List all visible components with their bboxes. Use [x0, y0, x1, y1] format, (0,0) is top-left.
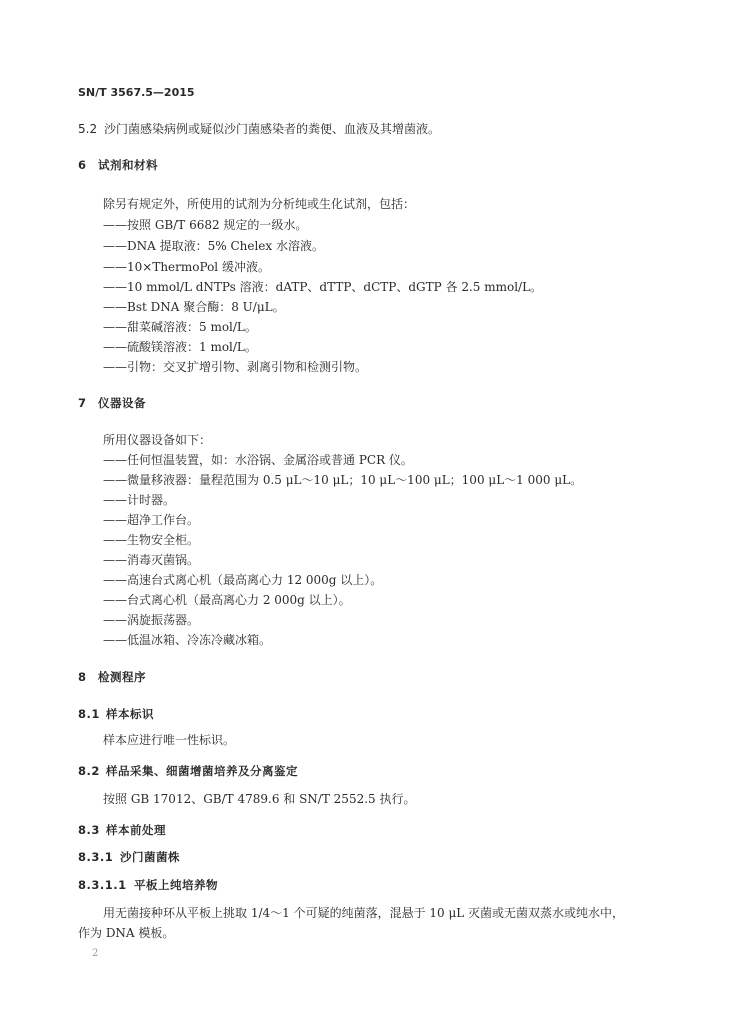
equipment-item: ——生物安全柜。 [103, 533, 200, 547]
clause-number: 5.2 [78, 122, 98, 136]
subsection-8-3-heading [78, 823, 166, 837]
equipment-item: ——超净工作台。 [103, 513, 200, 527]
equipment-item: ——高速台式离心机（最高离心力 12 000g 以上）。 [103, 573, 383, 587]
subsection-number: 8.2 [78, 764, 100, 778]
subsection-title: 沙门菌菌株 [120, 850, 180, 864]
subsection-title: 样品采集、细菌增菌培养及分离鉴定 [106, 764, 298, 778]
equipment-item: ——低温冰箱、冷冻冷藏冰箱。 [103, 633, 272, 647]
reagent-item: ——按照 GB/T 6682 规定的一级水。 [103, 218, 308, 232]
subsection-title: 平板上纯培养物 [134, 878, 218, 892]
subsection-number: 8.1 [78, 707, 100, 721]
subsection-number: 8.3 [78, 823, 100, 837]
subsection-8-1-heading [78, 707, 154, 721]
section-6-heading [78, 158, 158, 172]
section-number: 8 [78, 670, 87, 684]
equipment-item: ——微量移液器：量程范围为 0.5 μL～10 μL；10 μL～100 μL；100 μL～1 000 μL。 [103, 473, 583, 487]
subsection-8-2-text: 按照 GB 17012、GB/T 4789.6 和 SN/T 2552.5 执行。 [103, 792, 416, 806]
subsection-title: 样本前处理 [106, 823, 166, 837]
section-number: 6 [78, 158, 87, 172]
equipment-item: ——任何恒温装置，如：水浴锅、金属浴或普通 PCR 仪。 [103, 453, 413, 467]
equipment-item: ——台式离心机（最高离心力 2 000g 以上）。 [103, 593, 351, 607]
subsection-number: 8.3.1 [78, 850, 114, 864]
section-title: 试剂和材料 [98, 158, 158, 172]
reagent-item: ——引物：交叉扩增引物、剥离引物和检测引物。 [103, 360, 368, 374]
section-6-intro: 除另有规定外，所使用的试剂为分析纯或生化试剂，包括： [103, 197, 416, 211]
subsection-8-3-1-1-text-line1: 用无菌接种环从平板上挑取 1/4～1 个可疑的纯菌落，混悬于 10 μL 灭菌或无菌双蒸水或纯水中， [103, 906, 625, 920]
equipment-item: ——涡旋振荡器。 [103, 613, 200, 627]
standard-code: SN/T 3567.5—2015 [78, 86, 195, 99]
subsection-8-2-heading [78, 764, 298, 778]
section-8-heading [78, 670, 146, 684]
subsection-8-3-1-1-text-line2: 作为 DNA 模板。 [78, 926, 175, 940]
subsection-title: 样本标识 [106, 707, 154, 721]
clause-5-2 [78, 122, 440, 136]
reagent-item: ——Bst DNA 聚合酶：8 U/μL。 [103, 300, 285, 314]
subsection-8-3-1-heading [78, 850, 180, 864]
section-title: 仪器设备 [98, 396, 146, 410]
reagent-item: ——DNA 提取液：5% Chelex 水溶液。 [103, 239, 324, 253]
reagent-item: ——10 mmol/L dNTPs 溶液：dATP、dTTP、dCTP、dGTP 各 2.5 mmol/L。 [103, 280, 543, 294]
equipment-item: ——消毒灭菌锅。 [103, 553, 200, 567]
section-title: 检测程序 [98, 670, 146, 684]
section-number: 7 [78, 396, 87, 410]
equipment-item: ——计时器。 [103, 493, 176, 507]
section-7-intro: 所用仪器设备如下： [103, 433, 212, 447]
section-7-heading [78, 396, 146, 410]
clause-text: 沙门菌感染病例或疑似沙门菌感染者的粪便、血液及其增菌液。 [104, 122, 441, 136]
subsection-8-3-1-1-heading [78, 878, 218, 892]
subsection-8-1-text: 样本应进行唯一性标识。 [103, 733, 236, 747]
reagent-item: ——硫酸镁溶液：1 mol/L。 [103, 340, 257, 354]
page-number: 2 [92, 948, 99, 959]
subsection-number: 8.3.1.1 [78, 878, 127, 892]
reagent-item: ——甜菜碱溶液：5 mol/L。 [103, 320, 257, 334]
reagent-item: ——10×ThermoPol 缓冲液。 [103, 260, 270, 274]
